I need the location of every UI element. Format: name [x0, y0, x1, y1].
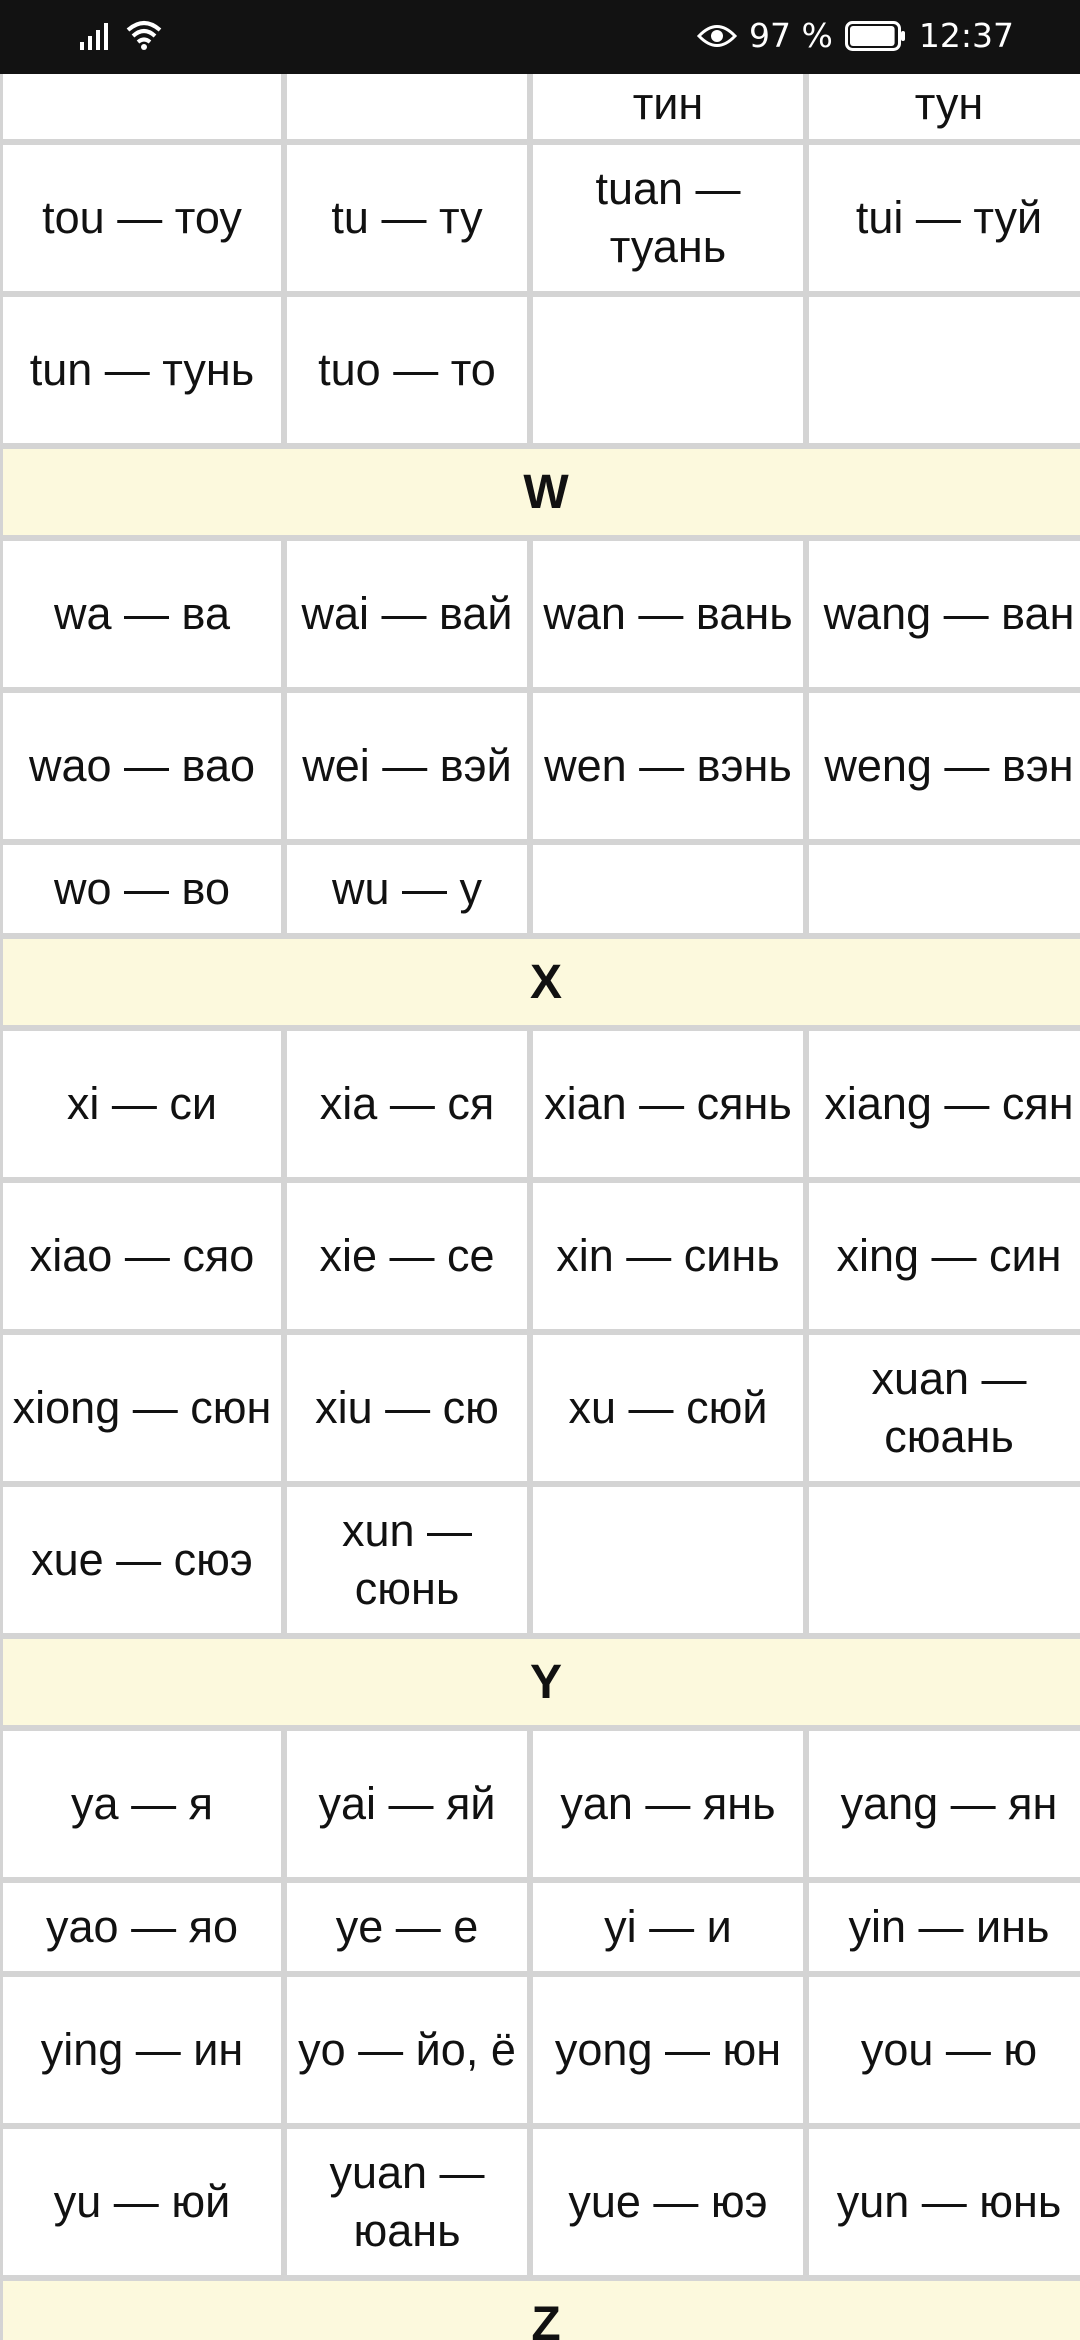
table-cell: wan — вань: [533, 541, 803, 687]
table-cell: [809, 297, 1080, 443]
table-cell: wa — ва: [3, 541, 281, 687]
section-header: X: [3, 939, 1080, 1025]
table-cell: weng — вэн: [809, 693, 1080, 839]
section-header: W: [3, 449, 1080, 535]
table-cell: xu — сюй: [533, 1335, 803, 1481]
table-cell: [809, 845, 1080, 933]
table-cell: yo — йо, ё: [287, 1977, 527, 2123]
table-cell: yi — и: [533, 1883, 803, 1971]
table-cell: wang — ван: [809, 541, 1080, 687]
table-cell: yu — юй: [3, 2129, 281, 2275]
table-cell: xiong — сюн: [3, 1335, 281, 1481]
table-cell: [809, 1487, 1080, 1633]
table-cell: xia — ся: [287, 1031, 527, 1177]
table-cell: yuan — юань: [287, 2129, 527, 2275]
table-cell: xue — сюэ: [3, 1487, 281, 1633]
table-cell: tui — туй: [809, 145, 1080, 291]
status-left: [80, 18, 164, 50]
table-cell: xiao — сяо: [3, 1183, 281, 1329]
table-cell: xing — син: [809, 1183, 1080, 1329]
section-header: Y: [3, 1639, 1080, 1725]
table-cell: wu — у: [287, 845, 527, 933]
pinyin-table: [0, 74, 1080, 2340]
battery-icon: [845, 21, 907, 51]
status-right: [697, 16, 1014, 55]
pinyin-table-scroll[interactable]: [0, 74, 1080, 2340]
table-cell: [533, 1487, 803, 1633]
table-cell: xie — се: [287, 1183, 527, 1329]
table-cell: tuan — туань: [533, 145, 803, 291]
table-cell: yang — ян: [809, 1731, 1080, 1877]
table-cell: tou — тоу: [3, 145, 281, 291]
table-cell: xian — сянь: [533, 1031, 803, 1177]
eye-icon: [697, 23, 737, 49]
table-cell: [287, 74, 527, 139]
table-cell: ying — ин: [3, 1977, 281, 2123]
table-cell: yue — юэ: [533, 2129, 803, 2275]
table-cell: tuo — то: [287, 297, 527, 443]
table-cell: yun — юнь: [809, 2129, 1080, 2275]
table-cell: wai — вай: [287, 541, 527, 687]
table-cell: yao — яо: [3, 1883, 281, 1971]
table-cell: xi — си: [3, 1031, 281, 1177]
table-cell: xun — сюнь: [287, 1487, 527, 1633]
table-cell: xuan — сюань: [809, 1335, 1080, 1481]
table-cell: wo — во: [3, 845, 281, 933]
signal-icon: [80, 20, 114, 50]
clock: 12:37: [918, 16, 1014, 55]
battery-percent: 97 %: [749, 16, 833, 55]
table-cell: yong — юн: [533, 1977, 803, 2123]
table-cell: yin — инь: [809, 1883, 1080, 1971]
table-cell: тун: [809, 74, 1080, 139]
table-cell: тин: [533, 74, 803, 139]
table-cell: ya — я: [3, 1731, 281, 1877]
table-cell: xiang — сян: [809, 1031, 1080, 1177]
table-cell: [3, 74, 281, 139]
table-cell: yai — яй: [287, 1731, 527, 1877]
table-cell: wen — вэнь: [533, 693, 803, 839]
table-cell: tu — ту: [287, 145, 527, 291]
table-cell: [533, 297, 803, 443]
table-cell: you — ю: [809, 1977, 1080, 2123]
status-bar: [0, 0, 1080, 74]
table-cell: ye — е: [287, 1883, 527, 1971]
table-cell: wao — вао: [3, 693, 281, 839]
table-cell: xin — синь: [533, 1183, 803, 1329]
table-cell: [533, 845, 803, 933]
section-header: Z: [3, 2281, 1080, 2340]
table-cell: tun — тунь: [3, 297, 281, 443]
table-cell: xiu — сю: [287, 1335, 527, 1481]
wifi-icon: [124, 18, 164, 50]
table-cell: wei — вэй: [287, 693, 527, 839]
table-cell: yan — янь: [533, 1731, 803, 1877]
